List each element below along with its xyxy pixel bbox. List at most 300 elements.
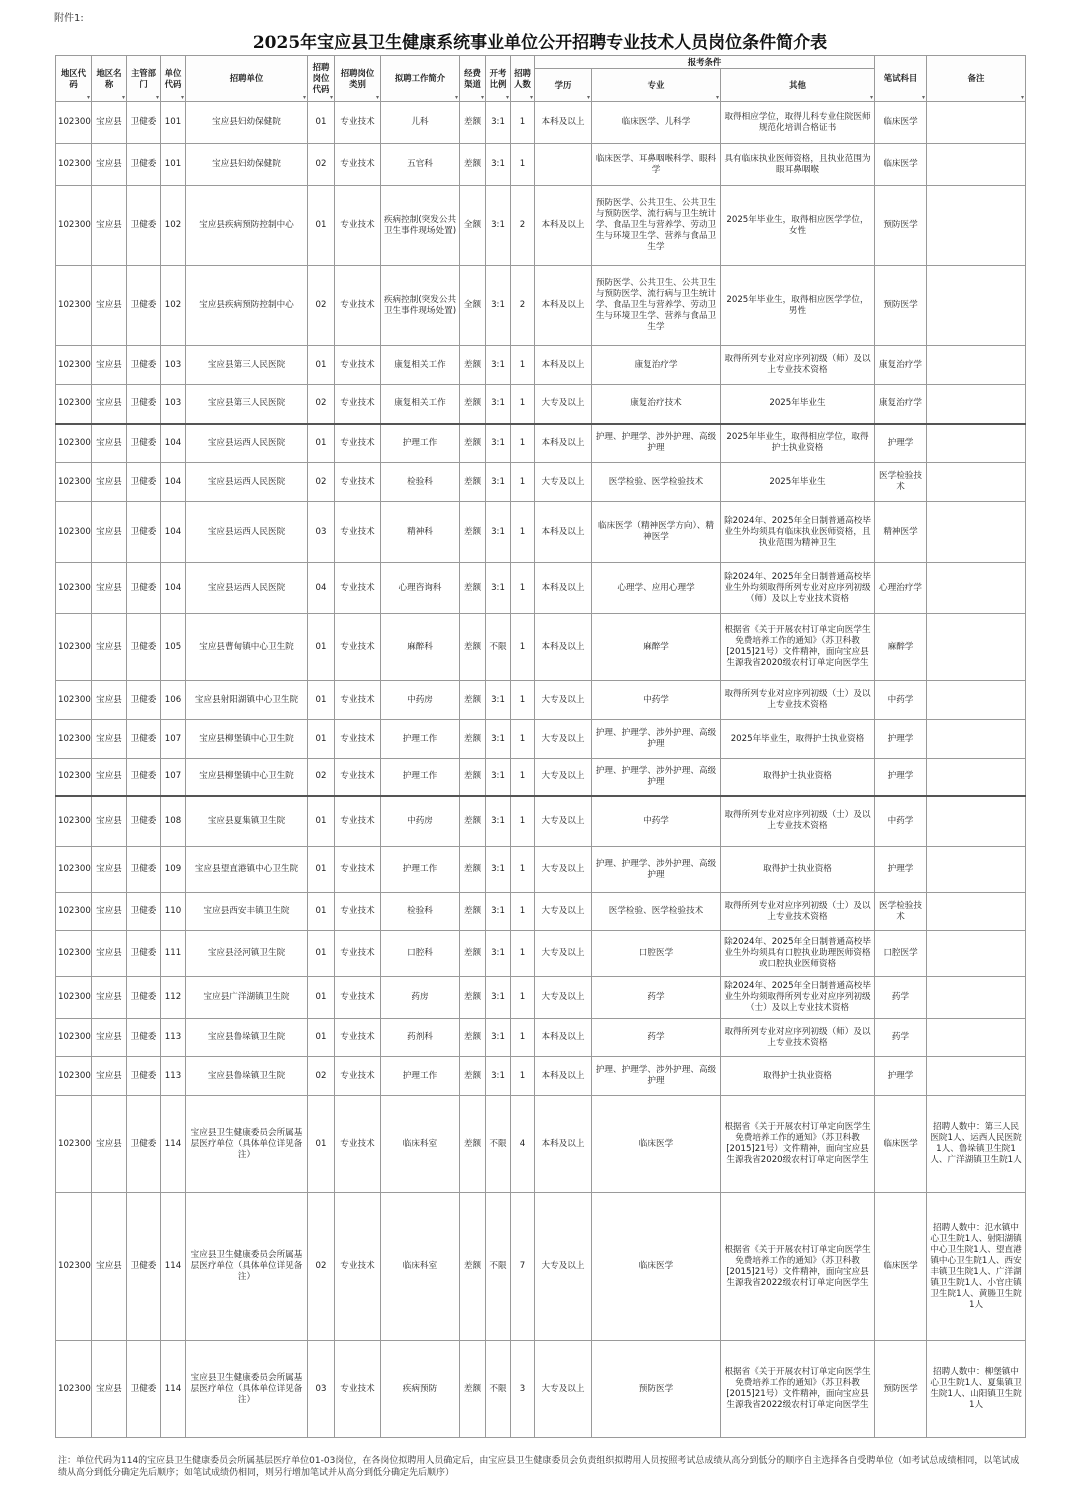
area-code-cell: 102300 xyxy=(56,796,92,847)
post-type-cell: 专业技术 xyxy=(335,614,381,681)
exam-cell: 康复治疗学 xyxy=(875,385,927,424)
exam-cell: 中药学 xyxy=(875,681,927,720)
ratio-cell: 3:1 xyxy=(486,385,511,424)
edu-cell: 本科及以上 xyxy=(535,1096,592,1193)
area-code-cell: 102300 xyxy=(56,614,92,681)
table-row xyxy=(56,1019,1026,1057)
funding-cell: 差额 xyxy=(460,385,486,424)
table-row xyxy=(56,681,1026,720)
table-row xyxy=(56,1057,1026,1096)
remark-cell xyxy=(927,720,1026,759)
major-cell: 护理、护理学、涉外护理、高级护理 xyxy=(592,847,721,893)
remark-cell xyxy=(927,346,1026,385)
edu-cell: 大专及以上 xyxy=(535,759,592,796)
area-code-cell: 102300 xyxy=(56,720,92,759)
post-desc-cell: 护理工作 xyxy=(381,424,460,463)
other-cell: 2025年毕业生 xyxy=(721,463,875,502)
unit-code-cell: 102 xyxy=(161,266,186,346)
edu-cell: 本科及以上 xyxy=(535,563,592,614)
dept-cell: 卫健委 xyxy=(127,681,161,720)
major-cell: 麻醉学 xyxy=(592,614,721,681)
post-type-cell: 专业技术 xyxy=(335,847,381,893)
table-row xyxy=(56,144,1026,186)
funding-cell: 差额 xyxy=(460,1193,486,1341)
header-count[interactable]: 招聘人数 ▾ xyxy=(511,56,535,102)
unit-code-cell: 107 xyxy=(161,720,186,759)
dept-cell: 卫健委 xyxy=(127,266,161,346)
ratio-cell: 3:1 xyxy=(486,796,511,847)
area-name-cell: 宝应县 xyxy=(92,893,127,931)
major-cell: 预防医学、公共卫生、公共卫生与预防医学、流行病与卫生统计学、食品卫生与营养学、劳动卫生与环境卫生学、营养与食品卫生学 xyxy=(592,186,721,266)
exam-cell: 临床医学 xyxy=(875,1193,927,1341)
exam-cell: 中药学 xyxy=(875,796,927,847)
exam-cell: 临床医学 xyxy=(875,1096,927,1193)
other-cell: 具有临床执业医师资格，且执业范围为眼耳鼻咽喉 xyxy=(721,144,875,186)
unit-cell: 宝应县卫生健康委员会所属基层医疗单位（具体单位详见备注） xyxy=(186,1193,308,1341)
post-type-cell: 专业技术 xyxy=(335,385,381,424)
funding-cell: 差额 xyxy=(460,1341,486,1438)
count-cell: 3 xyxy=(511,1341,535,1438)
unit-cell: 宝应县疾病预防控制中心 xyxy=(186,186,308,266)
count-cell: 1 xyxy=(511,1057,535,1096)
funding-cell: 差额 xyxy=(460,893,486,931)
other-cell: 取得护士执业资格 xyxy=(721,759,875,796)
table-row xyxy=(56,847,1026,893)
header-post-type[interactable]: 招聘岗位类别 ▾ xyxy=(335,56,381,102)
post-code-cell: 01 xyxy=(308,931,335,977)
ratio-cell: 3:1 xyxy=(486,893,511,931)
area-name-cell: 宝应县 xyxy=(92,1019,127,1057)
other-cell: 根据省《关于开展农村订单定向医学生免费培养工作的通知》（苏卫科教[2015]21号）文件精神，面向宝应县生源我省2020级农村订单定向医学生 xyxy=(721,1096,875,1193)
positions-table xyxy=(55,55,1026,1438)
area-code-cell: 102300 xyxy=(56,1019,92,1057)
header-other[interactable]: 其他 ▾ xyxy=(721,69,875,102)
area-name-cell: 宝应县 xyxy=(92,681,127,720)
exam-cell: 临床医学 xyxy=(875,144,927,186)
dept-cell: 卫健委 xyxy=(127,1341,161,1438)
area-name-cell: 宝应县 xyxy=(92,502,127,563)
unit-code-cell: 103 xyxy=(161,346,186,385)
post-code-cell: 01 xyxy=(308,346,335,385)
area-code-cell: 102300 xyxy=(56,424,92,463)
funding-cell: 差额 xyxy=(460,796,486,847)
dept-cell: 卫健委 xyxy=(127,977,161,1019)
remark-cell xyxy=(927,502,1026,563)
funding-cell: 差额 xyxy=(460,502,486,563)
area-name-cell: 宝应县 xyxy=(92,346,127,385)
unit-code-cell: 111 xyxy=(161,931,186,977)
post-desc-cell: 五官科 xyxy=(381,144,460,186)
ratio-cell: 3:1 xyxy=(486,102,511,144)
table-row xyxy=(56,463,1026,502)
header-major[interactable]: 专业 ▾ xyxy=(592,69,721,102)
exam-cell: 临床医学 xyxy=(875,102,927,144)
table-row xyxy=(56,186,1026,266)
major-cell: 临床医学（精神医学方向）、精神医学 xyxy=(592,502,721,563)
edu-cell: 大专及以上 xyxy=(535,1193,592,1341)
dept-cell: 卫健委 xyxy=(127,1057,161,1096)
count-cell: 1 xyxy=(511,144,535,186)
area-code-cell: 102300 xyxy=(56,1193,92,1341)
remark-cell xyxy=(927,614,1026,681)
table-row xyxy=(56,759,1026,796)
post-type-cell: 专业技术 xyxy=(335,266,381,346)
post-type-cell: 专业技术 xyxy=(335,1096,381,1193)
remark-cell xyxy=(927,563,1026,614)
edu-cell: 本科及以上 xyxy=(535,502,592,563)
major-cell: 临床医学 xyxy=(592,1193,721,1341)
remark-cell xyxy=(927,144,1026,186)
post-desc-cell: 儿科 xyxy=(381,102,460,144)
count-cell: 1 xyxy=(511,463,535,502)
remark-cell xyxy=(927,931,1026,977)
post-type-cell: 专业技术 xyxy=(335,186,381,266)
table-row xyxy=(56,266,1026,346)
unit-cell: 宝应县运西人民医院 xyxy=(186,424,308,463)
ratio-cell: 3:1 xyxy=(486,720,511,759)
table-row xyxy=(56,893,1026,931)
post-code-cell: 02 xyxy=(308,266,335,346)
major-cell: 护理、护理学、涉外护理、高级护理 xyxy=(592,1057,721,1096)
post-type-cell: 专业技术 xyxy=(335,502,381,563)
unit-code-cell: 108 xyxy=(161,796,186,847)
post-code-cell: 01 xyxy=(308,424,335,463)
funding-cell: 差额 xyxy=(460,102,486,144)
other-cell: 2025年毕业生，取得相应医学学位，男性 xyxy=(721,266,875,346)
other-cell: 根据省《关于开展农村订单定向医学生免费培养工作的通知》（苏卫科教[2015]21号）文件精神，面向宝应县生源我省2022级农村订单定向医学生 xyxy=(721,1193,875,1341)
post-desc-cell: 药剂科 xyxy=(381,1019,460,1057)
ratio-cell: 3:1 xyxy=(486,186,511,266)
major-cell: 康复治疗技术 xyxy=(592,385,721,424)
ratio-cell: 3:1 xyxy=(486,346,511,385)
ratio-cell: 3:1 xyxy=(486,977,511,1019)
count-cell: 2 xyxy=(511,266,535,346)
exam-cell: 麻醉学 xyxy=(875,614,927,681)
edu-cell: 大专及以上 xyxy=(535,720,592,759)
major-cell: 护理、护理学、涉外护理、高级护理 xyxy=(592,424,721,463)
area-name-cell: 宝应县 xyxy=(92,563,127,614)
count-cell: 1 xyxy=(511,847,535,893)
table-row xyxy=(56,346,1026,385)
dept-cell: 卫健委 xyxy=(127,1193,161,1341)
major-cell: 医学检验、医学检验技术 xyxy=(592,893,721,931)
remark-cell xyxy=(927,847,1026,893)
other-cell: 取得相应学位，取得儿科专业住院医师规范化培训合格证书 xyxy=(721,102,875,144)
major-cell: 护理、护理学、涉外护理、高级护理 xyxy=(592,759,721,796)
unit-code-cell: 102 xyxy=(161,186,186,266)
count-cell: 1 xyxy=(511,346,535,385)
area-code-cell: 102300 xyxy=(56,502,92,563)
unit-cell: 宝应县第三人民医院 xyxy=(186,346,308,385)
area-code-cell: 102300 xyxy=(56,563,92,614)
table-row xyxy=(56,1193,1026,1341)
post-desc-cell: 疾病控制(突发公共卫生事件现场处置) xyxy=(381,266,460,346)
ratio-cell: 3:1 xyxy=(486,266,511,346)
major-cell: 临床医学 xyxy=(592,1096,721,1193)
table-row xyxy=(56,385,1026,424)
table-row xyxy=(56,102,1026,144)
header-ratio[interactable]: 开考比例 ▾ xyxy=(486,56,511,102)
post-desc-cell: 口腔科 xyxy=(381,931,460,977)
post-code-cell: 02 xyxy=(308,385,335,424)
edu-cell: 大专及以上 xyxy=(535,385,592,424)
unit-code-cell: 113 xyxy=(161,1019,186,1057)
post-type-cell: 专业技术 xyxy=(335,463,381,502)
funding-cell: 差额 xyxy=(460,681,486,720)
post-code-cell: 01 xyxy=(308,796,335,847)
table-row xyxy=(56,977,1026,1019)
dept-cell: 卫健委 xyxy=(127,720,161,759)
funding-cell: 差额 xyxy=(460,1019,486,1057)
other-cell: 取得所列专业对应序列初级（士）及以上专业技术资格 xyxy=(721,796,875,847)
edu-cell: 大专及以上 xyxy=(535,977,592,1019)
dept-cell: 卫健委 xyxy=(127,893,161,931)
remark-cell xyxy=(927,385,1026,424)
edu-cell: 本科及以上 xyxy=(535,1057,592,1096)
post-code-cell: 01 xyxy=(308,847,335,893)
count-cell: 1 xyxy=(511,424,535,463)
unit-code-cell: 105 xyxy=(161,614,186,681)
post-desc-cell: 护理工作 xyxy=(381,1057,460,1096)
post-code-cell: 01 xyxy=(308,720,335,759)
header-funding[interactable]: 经费渠道 ▾ xyxy=(460,56,486,102)
area-code-cell: 102300 xyxy=(56,759,92,796)
unit-cell: 宝应县卫生健康委员会所属基层医疗单位（具体单位详见备注） xyxy=(186,1341,308,1438)
major-cell: 心理学、应用心理学 xyxy=(592,563,721,614)
edu-cell: 大专及以上 xyxy=(535,893,592,931)
post-desc-cell: 疾病预防 xyxy=(381,1341,460,1438)
funding-cell: 差额 xyxy=(460,563,486,614)
major-cell: 康复治疗学 xyxy=(592,346,721,385)
remark-cell: 招聘人数中：柳堡镇中心卫生院1人、夏集镇卫生院1人、山阳镇卫生院1人 xyxy=(927,1341,1026,1438)
post-desc-cell: 护理工作 xyxy=(381,720,460,759)
ratio-cell: 3:1 xyxy=(486,1019,511,1057)
funding-cell: 差额 xyxy=(460,1096,486,1193)
edu-cell xyxy=(535,144,592,186)
unit-cell: 宝应县西安丰镇卫生院 xyxy=(186,893,308,931)
area-name-cell: 宝应县 xyxy=(92,266,127,346)
count-cell: 7 xyxy=(511,1193,535,1341)
footnote: 注：单位代码为114的宝应县卫生健康委员会所属基层医疗单位01-03岗位，在各岗位拟聘用人员确定后，由宝应县卫生健康委员会负责组织拟聘用人员按照考试总成绩从高分到低分的顺序自主选择各自受聘单位（如考试总成绩相同，以笔试成绩从高分到低分确定先后顺序；如笔试成绩仍相同，则另行增加笔试并从高分到低分确定先后顺序） xyxy=(58,1456,1020,1478)
other-cell: 除2024年、2025年全日制普通高校毕业生外均须取得所列专业对应序列初级（师）及以上专业技术资格 xyxy=(721,563,875,614)
funding-cell: 差额 xyxy=(460,977,486,1019)
unit-code-cell: 104 xyxy=(161,424,186,463)
dept-cell: 卫健委 xyxy=(127,563,161,614)
major-cell: 预防医学 xyxy=(592,1341,721,1438)
post-code-cell: 01 xyxy=(308,186,335,266)
exam-cell: 药学 xyxy=(875,1019,927,1057)
other-cell: 取得所列专业对应序列初级（士）及以上专业技术资格 xyxy=(721,893,875,931)
major-cell: 预防医学、公共卫生、公共卫生与预防医学、流行病与卫生统计学、食品卫生与营养学、劳动卫生与环境卫生学、营养与食品卫生学 xyxy=(592,266,721,346)
ratio-cell: 3:1 xyxy=(486,1057,511,1096)
count-cell: 1 xyxy=(511,563,535,614)
post-desc-cell: 临床科室 xyxy=(381,1096,460,1193)
count-cell: 1 xyxy=(511,681,535,720)
exam-cell: 护理学 xyxy=(875,424,927,463)
dept-cell: 卫健委 xyxy=(127,424,161,463)
exam-cell: 护理学 xyxy=(875,1057,927,1096)
area-code-cell: 102300 xyxy=(56,186,92,266)
unit-code-cell: 114 xyxy=(161,1341,186,1438)
unit-cell: 宝应县妇幼保健院 xyxy=(186,144,308,186)
area-name-cell: 宝应县 xyxy=(92,977,127,1019)
exam-cell: 医学检验技术 xyxy=(875,463,927,502)
area-name-cell: 宝应县 xyxy=(92,1341,127,1438)
remark-cell xyxy=(927,266,1026,346)
count-cell: 1 xyxy=(511,759,535,796)
area-code-cell: 102300 xyxy=(56,1096,92,1193)
other-cell: 除2024年、2025年全日制普通高校毕业生外均须具有口腔执业助理医师资格或口腔执业医师资格 xyxy=(721,931,875,977)
remark-cell xyxy=(927,186,1026,266)
post-type-cell: 专业技术 xyxy=(335,424,381,463)
dept-cell: 卫健委 xyxy=(127,463,161,502)
other-cell: 取得所列专业对应序列初级（士）及以上专业技术资格 xyxy=(721,681,875,720)
header-area-code[interactable]: 地区代码 ▾ xyxy=(56,56,92,102)
unit-cell: 宝应县广洋湖镇卫生院 xyxy=(186,977,308,1019)
remark-cell: 招聘人数中：第三人民医院1人、运西人民医院1人、鲁垛镇卫生院1人、广洋湖镇卫生院1人 xyxy=(927,1096,1026,1193)
unit-cell: 宝应县泾河镇卫生院 xyxy=(186,931,308,977)
area-name-cell: 宝应县 xyxy=(92,463,127,502)
dept-cell: 卫健委 xyxy=(127,847,161,893)
header-dept[interactable]: 主管部门 ▾ xyxy=(127,56,161,102)
major-cell: 药学 xyxy=(592,977,721,1019)
post-code-cell: 01 xyxy=(308,977,335,1019)
funding-cell: 差额 xyxy=(460,931,486,977)
header-post-desc[interactable]: 拟聘工作简介 ▾ xyxy=(381,56,460,102)
funding-cell: 全额 xyxy=(460,186,486,266)
table-row xyxy=(56,502,1026,563)
major-cell: 药学 xyxy=(592,1019,721,1057)
header-edu[interactable]: 学历 ▾ xyxy=(535,69,592,102)
remark-cell xyxy=(927,796,1026,847)
exam-cell: 预防医学 xyxy=(875,1341,927,1438)
area-code-cell: 102300 xyxy=(56,1341,92,1438)
ratio-cell: 不限 xyxy=(486,614,511,681)
unit-code-cell: 104 xyxy=(161,563,186,614)
post-desc-cell: 康复相关工作 xyxy=(381,385,460,424)
area-name-cell: 宝应县 xyxy=(92,1096,127,1193)
funding-cell: 全额 xyxy=(460,266,486,346)
post-type-cell: 专业技术 xyxy=(335,681,381,720)
dept-cell: 卫健委 xyxy=(127,1096,161,1193)
exam-cell: 预防医学 xyxy=(875,266,927,346)
post-desc-cell: 检验科 xyxy=(381,893,460,931)
remark-cell xyxy=(927,893,1026,931)
edu-cell: 大专及以上 xyxy=(535,847,592,893)
edu-cell: 本科及以上 xyxy=(535,1019,592,1057)
unit-code-cell: 114 xyxy=(161,1193,186,1341)
unit-cell: 宝应县射阳湖镇中心卫生院 xyxy=(186,681,308,720)
post-type-cell: 专业技术 xyxy=(335,563,381,614)
table-row xyxy=(56,931,1026,977)
table-row xyxy=(56,563,1026,614)
area-code-cell: 102300 xyxy=(56,463,92,502)
header-conditions: 报考条件 xyxy=(535,56,875,69)
area-code-cell: 102300 xyxy=(56,931,92,977)
edu-cell: 本科及以上 xyxy=(535,266,592,346)
unit-code-cell: 109 xyxy=(161,847,186,893)
edu-cell: 本科及以上 xyxy=(535,102,592,144)
funding-cell: 差额 xyxy=(460,614,486,681)
post-desc-cell: 药房 xyxy=(381,977,460,1019)
funding-cell: 差额 xyxy=(460,759,486,796)
post-code-cell: 02 xyxy=(308,1193,335,1341)
unit-cell: 宝应县运西人民医院 xyxy=(186,563,308,614)
other-cell: 2025年毕业生，取得护士执业资格 xyxy=(721,720,875,759)
edu-cell: 本科及以上 xyxy=(535,186,592,266)
count-cell: 1 xyxy=(511,977,535,1019)
area-name-cell: 宝应县 xyxy=(92,614,127,681)
post-desc-cell: 麻醉科 xyxy=(381,614,460,681)
major-cell: 临床医学、耳鼻咽喉科学、眼科学 xyxy=(592,144,721,186)
ratio-cell: 不限 xyxy=(486,1096,511,1193)
area-code-cell: 102300 xyxy=(56,977,92,1019)
dept-cell: 卫健委 xyxy=(127,346,161,385)
exam-cell: 医学检验技术 xyxy=(875,893,927,931)
post-desc-cell: 疾病控制(突发公共卫生事件现场处置) xyxy=(381,186,460,266)
post-type-cell: 专业技术 xyxy=(335,102,381,144)
count-cell: 1 xyxy=(511,931,535,977)
area-code-cell: 102300 xyxy=(56,847,92,893)
unit-code-cell: 112 xyxy=(161,977,186,1019)
funding-cell: 差额 xyxy=(460,463,486,502)
count-cell: 4 xyxy=(511,1096,535,1193)
unit-cell: 宝应县柳堡镇中心卫生院 xyxy=(186,759,308,796)
unit-code-cell: 106 xyxy=(161,681,186,720)
area-code-cell: 102300 xyxy=(56,893,92,931)
table-row xyxy=(56,1341,1026,1438)
edu-cell: 本科及以上 xyxy=(535,346,592,385)
area-name-cell: 宝应县 xyxy=(92,424,127,463)
funding-cell: 差额 xyxy=(460,346,486,385)
exam-cell: 药学 xyxy=(875,977,927,1019)
area-name-cell: 宝应县 xyxy=(92,186,127,266)
post-desc-cell: 护理工作 xyxy=(381,759,460,796)
post-code-cell: 01 xyxy=(308,102,335,144)
ratio-cell: 3:1 xyxy=(486,563,511,614)
exam-cell: 精神医学 xyxy=(875,502,927,563)
unit-code-cell: 104 xyxy=(161,502,186,563)
header-exam[interactable]: 笔试科目 ▾ xyxy=(875,56,927,102)
funding-cell: 差额 xyxy=(460,1057,486,1096)
header-unit[interactable]: 招聘单位 ▾ xyxy=(186,56,308,102)
unit-code-cell: 101 xyxy=(161,144,186,186)
ratio-cell: 不限 xyxy=(486,1193,511,1341)
other-cell: 取得所列专业对应序列初级（师）及以上专业技术资格 xyxy=(721,346,875,385)
count-cell: 1 xyxy=(511,102,535,144)
header-unit-code[interactable]: 单位代码 ▾ xyxy=(161,56,186,102)
header-remark[interactable]: 备注 ▾ xyxy=(927,56,1026,102)
page-title: 2025年宝应县卫生健康系统事业单位公开招聘专业技术人员岗位条件简介表 xyxy=(252,33,828,53)
exam-cell: 康复治疗学 xyxy=(875,346,927,385)
unit-code-cell: 113 xyxy=(161,1057,186,1096)
header-post-code[interactable]: 招聘岗位代码 ▾ xyxy=(308,56,335,102)
post-desc-cell: 中药房 xyxy=(381,681,460,720)
dept-cell: 卫健委 xyxy=(127,796,161,847)
post-type-cell: 专业技术 xyxy=(335,720,381,759)
post-code-cell: 01 xyxy=(308,681,335,720)
table-row xyxy=(56,424,1026,463)
ratio-cell: 3:1 xyxy=(486,847,511,893)
exam-cell: 预防医学 xyxy=(875,186,927,266)
post-type-cell: 专业技术 xyxy=(335,144,381,186)
unit-cell: 宝应县夏集镇卫生院 xyxy=(186,796,308,847)
unit-code-cell: 104 xyxy=(161,463,186,502)
area-code-cell: 102300 xyxy=(56,144,92,186)
remark-cell xyxy=(927,1019,1026,1057)
header-area-name[interactable]: 地区名称 ▾ xyxy=(92,56,127,102)
major-cell: 临床医学、儿科学 xyxy=(592,102,721,144)
